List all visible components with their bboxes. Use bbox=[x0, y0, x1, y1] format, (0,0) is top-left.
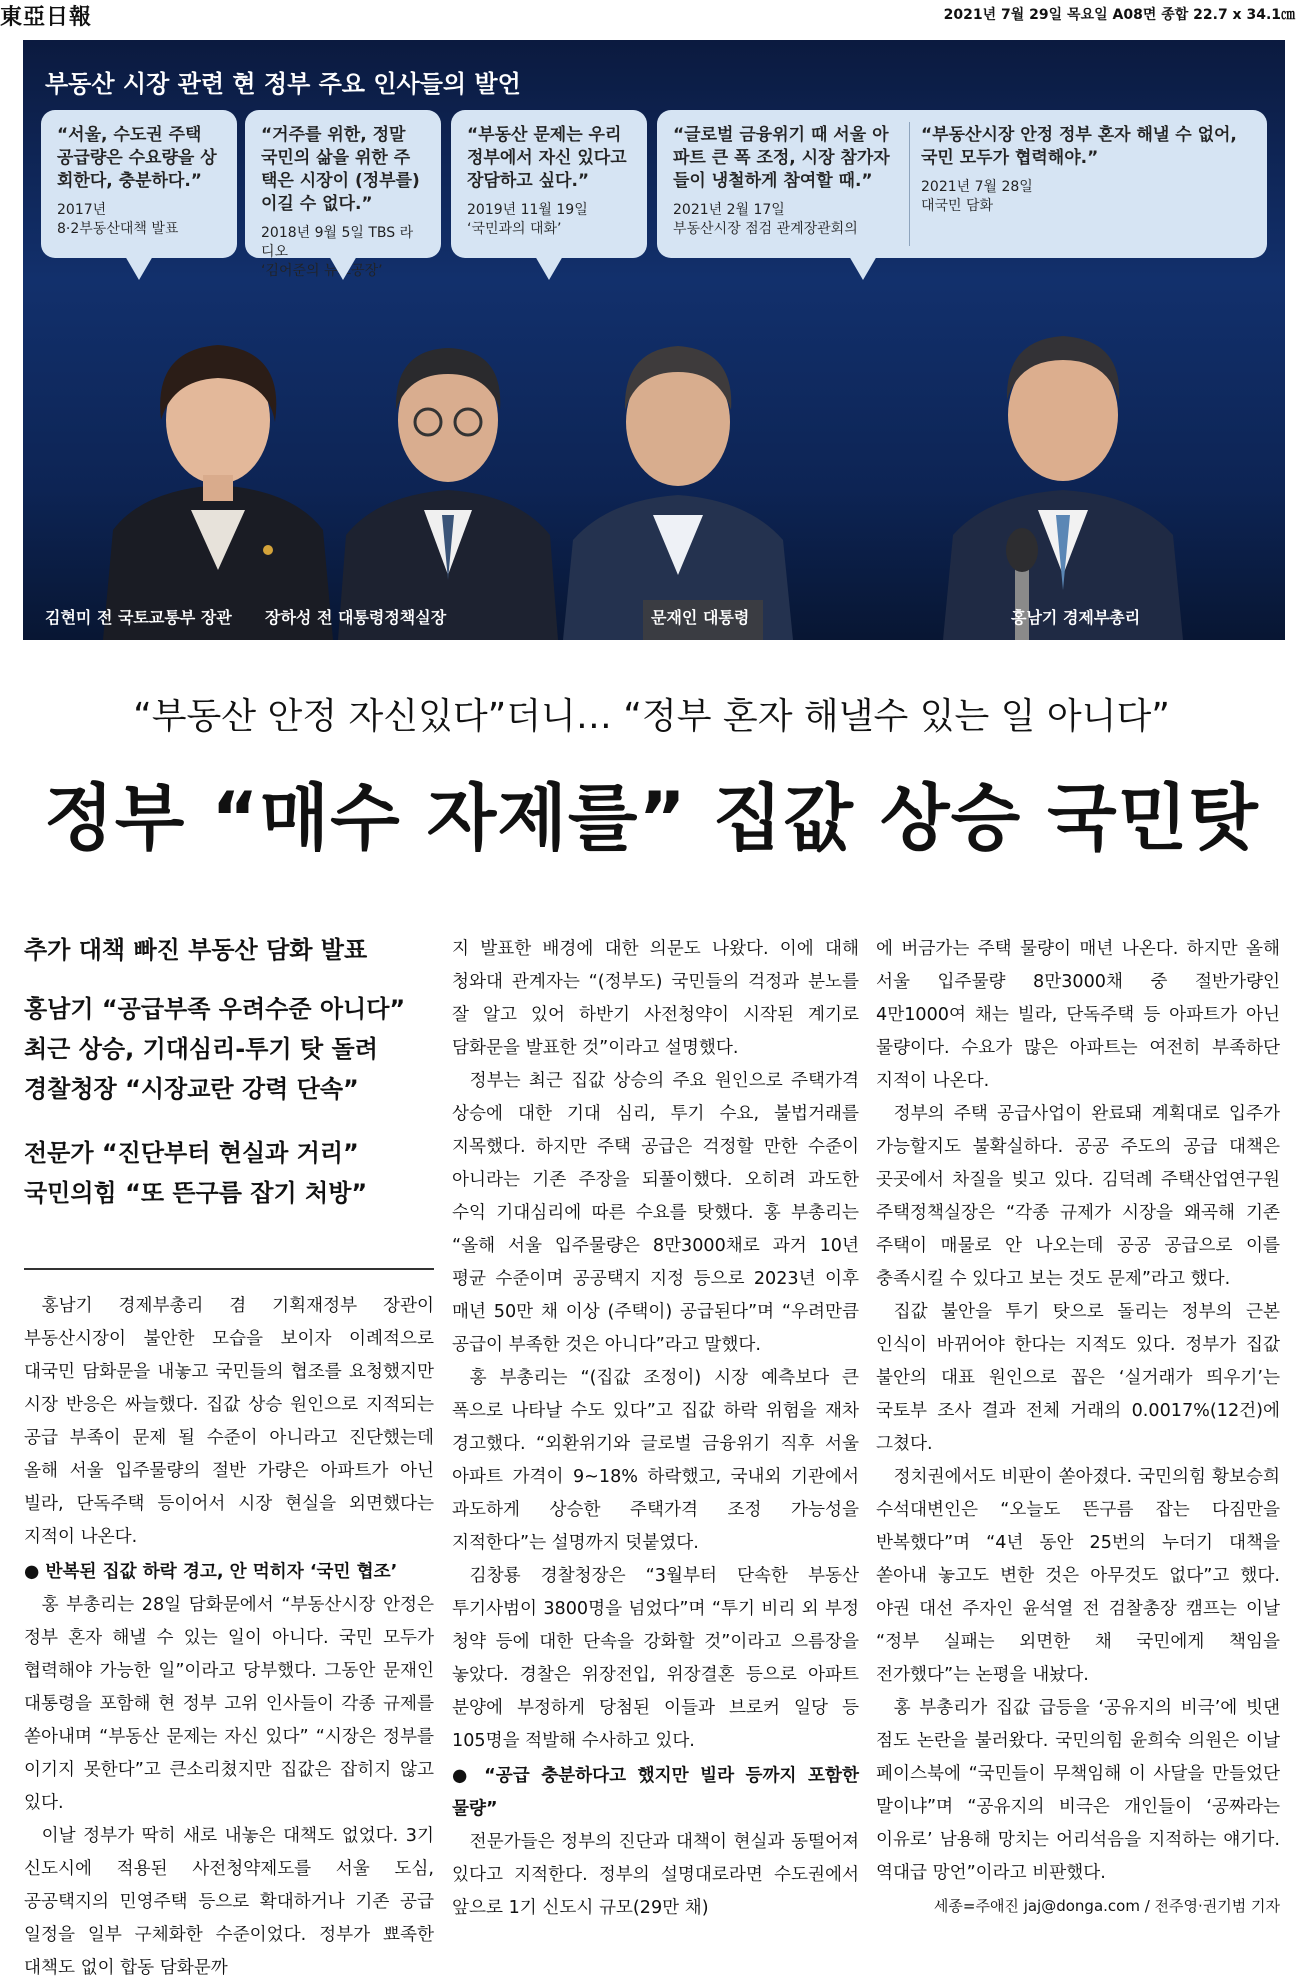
portrait-hong-namki bbox=[943, 300, 1183, 640]
paragraph: 에 버금가는 주택 물량이 매년 나온다. 하지만 올해 서울 입주물량 8만3000채 중 절반가량인 4만1000여 채는 빌라, 단독주택 등 아파트가 아닌 물량이다. 수요가 많은 아파트는 여전히 부족하단 지적이 나온다. bbox=[876, 939, 1280, 1091]
article-column-2 bbox=[452, 933, 859, 1925]
quote-text: “부동산시장 안정 정부 혼자 해낼 수 없어, 국민 모두가 협력해야.” bbox=[921, 125, 1237, 168]
quote-source: 부동산시장 점검 관계장관회의 bbox=[673, 221, 858, 237]
summary-line: 전문가 “진단부터 현실과 거리” bbox=[24, 1139, 359, 1167]
paragraph: 홍남기 경제부총리 겸 기획재정부 장관이 부동산시장이 불안한 모습을 보이자 이례적으로 대국민 담화문을 내놓고 국민들의 협조를 요청했지만 시장 반응은 싸늘했다. 집값 상승 원인으로 지적되는 공급 부족이 문제 될 수준이 아니라고 진단했는데 올해 서울 입주물량의 절반 가량은 아파트가 아닌 빌라, 단독주택 등이어서 시장 현실을 외면했다는 지적이 나온다. bbox=[24, 1296, 434, 1547]
summary-line: 국민의힘 “또 뜬구름 잡기 처방” bbox=[24, 1179, 368, 1207]
byline: 세종=주애진 jaj@donga.com / 전주영·권기범 기자 bbox=[933, 1897, 1280, 1915]
quote-date: 2018년 9월 5일 TBS 라디오 bbox=[261, 225, 414, 260]
summary-rule bbox=[24, 1268, 434, 1270]
photo-caption: 문재인 대통령 bbox=[651, 608, 750, 627]
photo-caption: 김현미 전 국토교통부 장관 bbox=[45, 608, 232, 627]
paragraph: 홍 부총리는 28일 담화문에서 “부동산시장 안정은 정부 혼자 해낼 수 있는 일이 아니다. 국민 모두가 협력해야 가능한 일”이라고 당부했다. 그동안 문재인 대통령을 포함해 현 정부 고위 인사들이 각종 규제를 쏟아내며 “부동산 문제는 자신 있다” “시장은 정부를 이기지 못한다”고 큰소리쳤지만 집값은 잡히지 않고 있다. bbox=[24, 1595, 434, 1813]
quote-bubble-double bbox=[657, 110, 1267, 258]
summary-line: 최근 상승, 기대심리-투기 탓 돌려 bbox=[24, 1035, 378, 1063]
paragraph: 정치권에서도 비판이 쏟아졌다. 국민의힘 황보승희 수석대변인은 “오늘도 뜬구름 잡는 다짐만을 반복했다”며 “4년 동안 25번의 누더기 대책을 쏟아내 놓고도 변한 것은 아무것도 없다”고 했다. 야권 대선 주자인 윤석열 전 검찰총장 캠프는 이날 “정부 실패는 외면한 채 국민에게 책임을 전가했다”는 논평을 내놨다. bbox=[876, 1467, 1280, 1685]
paragraph: 김창룡 경찰청장은 “3월부터 단속한 부동산 투기사범이 3800명을 넘었다”며 “투기 비리 외 부정 청약 등에 대한 단속을 강화할 것”이라고 으름장을 놓았다. 경찰은 위장전입, 위장결혼 등으로 아파트 분양에 부정하게 당첨된 이들과 브로커 일당 등 105명을 적발해 수사하고 있다. bbox=[452, 1566, 859, 1751]
paragraph: 홍 부총리가 집값 급등을 ‘공유지의 비극’에 빗댄 점도 논란을 불러왔다. 국민의힘 윤희숙 의원은 이날 페이스북에 “국민들이 무책임해 이 사달을 만들었단 말이냐”며 “공유지의 비극은 개인들이 ‘공짜라는 이유로’ 남용해 망치는 어리석음을 지적하는 얘기다. 역대급 망언”이라고 비판했다. bbox=[876, 1698, 1280, 1883]
quote-text: “서울, 수도권 주택 공급량은 수요량을 상회한다, 충분하다.” bbox=[57, 125, 217, 191]
paragraph: 전문가들은 정부의 진단과 대책이 현실과 동떨어져 있다고 지적한다. 정부의 설명대로라면 수도권에서 앞으로 1기 신도시 규모(29만 채) bbox=[452, 1832, 859, 1918]
quote-bubble bbox=[451, 110, 647, 258]
quote-bubble bbox=[41, 110, 237, 258]
article-column-1 bbox=[24, 1290, 434, 1985]
bubble-divider bbox=[909, 122, 910, 246]
photo-graphic bbox=[23, 40, 1285, 640]
issue-meta: 2021년 7월 29일 목요일 A08면 종합 22.7 x 34.1㎝ bbox=[943, 7, 1295, 23]
quote-date: 2021년 2월 17일 bbox=[673, 202, 785, 218]
portrait-moon-jaein bbox=[563, 310, 793, 640]
quote-text: “부동산 문제는 우리 정부에서 자신 있다고 장담하고 싶다.” bbox=[467, 125, 627, 191]
portrait-kim-hyunmee bbox=[103, 310, 333, 640]
bubble-tail bbox=[329, 256, 357, 280]
bubble-tail bbox=[125, 256, 153, 280]
paragraph: 집값 불안을 투기 탓으로 돌리는 정부의 근본 인식이 바뀌어야 한다는 지적도 있다. 정부가 집값 불안의 대표 원인으로 꼽은 ‘실거래가 띄우기’는 국토부 조사 결과 전체 거래의 0.0017%(12건)에 그쳤다. bbox=[876, 1302, 1280, 1454]
photo-caption: 홍남기 경제부총리 bbox=[1011, 608, 1141, 627]
main-headline: 정부 “매수 자제를” 집값 상승 국민탓 bbox=[44, 776, 1259, 860]
paragraph: 지 발표한 배경에 대한 의문도 나왔다. 이에 대해 청와대 관계자는 “(정부도) 국민들의 걱정과 분노를 잘 알고 있어 하반기 사전청약이 시작된 계기로 담화문을 발표한 것”이라고 설명했다. bbox=[452, 939, 859, 1058]
quote-source: ‘국민과의 대화’ bbox=[467, 221, 562, 237]
summary-lead: 추가 대책 빠진 부동산 담화 발표 bbox=[24, 936, 368, 964]
quote-block bbox=[921, 124, 1251, 216]
summary-box bbox=[24, 930, 434, 1213]
quote-source: 대국민 담화 bbox=[921, 198, 994, 214]
quote-source: 8·2부동산대책 발표 bbox=[57, 221, 179, 237]
paragraph: 정부의 주택 공급사업이 완료돼 계획대로 입주가 가능할지도 불확실하다. 공공 주도의 공급 대책은 곳곳에서 차질을 빚고 있다. 김덕례 주택산업연구원 주택정책실장은 “각종 규제가 시장을 왜곡해 기존 주택이 매물로 안 나오는데 공공 공급으로 이를 충족시킬 수 있다고 보는 것도 문제”라고 했다. bbox=[876, 1104, 1280, 1289]
newspaper-logo: 東亞日報 bbox=[0, 4, 93, 30]
section-heading: ● “공급 충분하다고 했지만 빌라 등까지 포함한 물량” bbox=[452, 1766, 859, 1819]
sub-headline: “부동산 안정 자신있다”더니… “정부 혼자 해낼수 있는 일 아니다” bbox=[133, 696, 1170, 737]
paragraph: 정부는 최근 집값 상승의 주요 원인으로 주택가격 상승에 대한 기대 심리, 투기 수요, 불법거래를 지목했다. 하지만 주택 공급은 걱정할 만한 수준이 아니라는 기존 주장을 되풀이했다. 오히려 과도한 수익 기대심리에 따른 수요를 탓했다. 홍 부총리는 “올해 서울 입주물량은 8만3000채로 과거 10년 평균 수준이며 공공택지 지정 등으로 2023년 이후 매년 50만 채 이상 (주택이) 공급된다”며 “우려만큼 공급이 부족한 것은 아니다”라고 말했다. bbox=[452, 1071, 859, 1355]
quote-text: “글로벌 금융위기 때 서울 아파트 큰 폭 조정, 시장 참가자들이 냉철하게 참여할 때.” bbox=[673, 125, 890, 191]
masthead bbox=[0, 0, 1303, 30]
quote-bubble bbox=[245, 110, 441, 279]
quote-block bbox=[673, 124, 903, 239]
photo-caption: 장하성 전 대통령정책실장 bbox=[265, 608, 447, 627]
section-heading: ● 반복된 집값 하락 경고, 안 먹히자 ‘국민 협조’ bbox=[24, 1562, 398, 1582]
summary-line: 경찰청장 “시장교란 강력 단속” bbox=[24, 1075, 359, 1103]
bubble-tail bbox=[849, 256, 877, 280]
paragraph: 이날 정부가 딱히 새로 내놓은 대책도 없었다. 3기 신도시에 적용된 사전청약제도를 서울 도심, 공공택지의 민영주택 등으로 확대하거나 기존 공급 일정을 일부 구체화한 수준이었다. 정부가 뾰족한 대책도 없이 합동 담화문까 bbox=[24, 1826, 434, 1978]
bubble-tail bbox=[535, 256, 563, 280]
quote-date: 2019년 11월 19일 bbox=[467, 202, 588, 218]
graphic-title: 부동산 시장 관련 현 정부 주요 인사들의 발언 bbox=[45, 70, 521, 98]
paragraph: 홍 부총리는 “(집값 조정이) 시장 예측보다 큰 폭으로 나타날 수도 있다”고 집값 하락 위험을 재차 경고했다. “외환위기와 글로벌 금융위기 직후 서울 아파트 가격이 9~18% 하락했고, 국내외 기관에서 과도하게 상승한 주택가격 조정 가능성을 지적한다”는 설명까지 덧붙였다. bbox=[452, 1368, 859, 1553]
quote-date: 2021년 7월 28일 bbox=[921, 179, 1033, 195]
quote-text: “거주를 위한, 정말 국민의 삶을 위한 주택은 시장이 (정부를) 이길 수 없다.” bbox=[261, 125, 420, 214]
quote-date: 2017년 bbox=[57, 202, 107, 218]
quote-source: ‘김어준의 뉴스공장’ bbox=[261, 263, 383, 279]
portrait-jang-hasung bbox=[338, 310, 558, 640]
article-column-3 bbox=[876, 933, 1280, 1923]
summary-line: 홍남기 “공급부족 우려수준 아니다” bbox=[24, 995, 406, 1023]
